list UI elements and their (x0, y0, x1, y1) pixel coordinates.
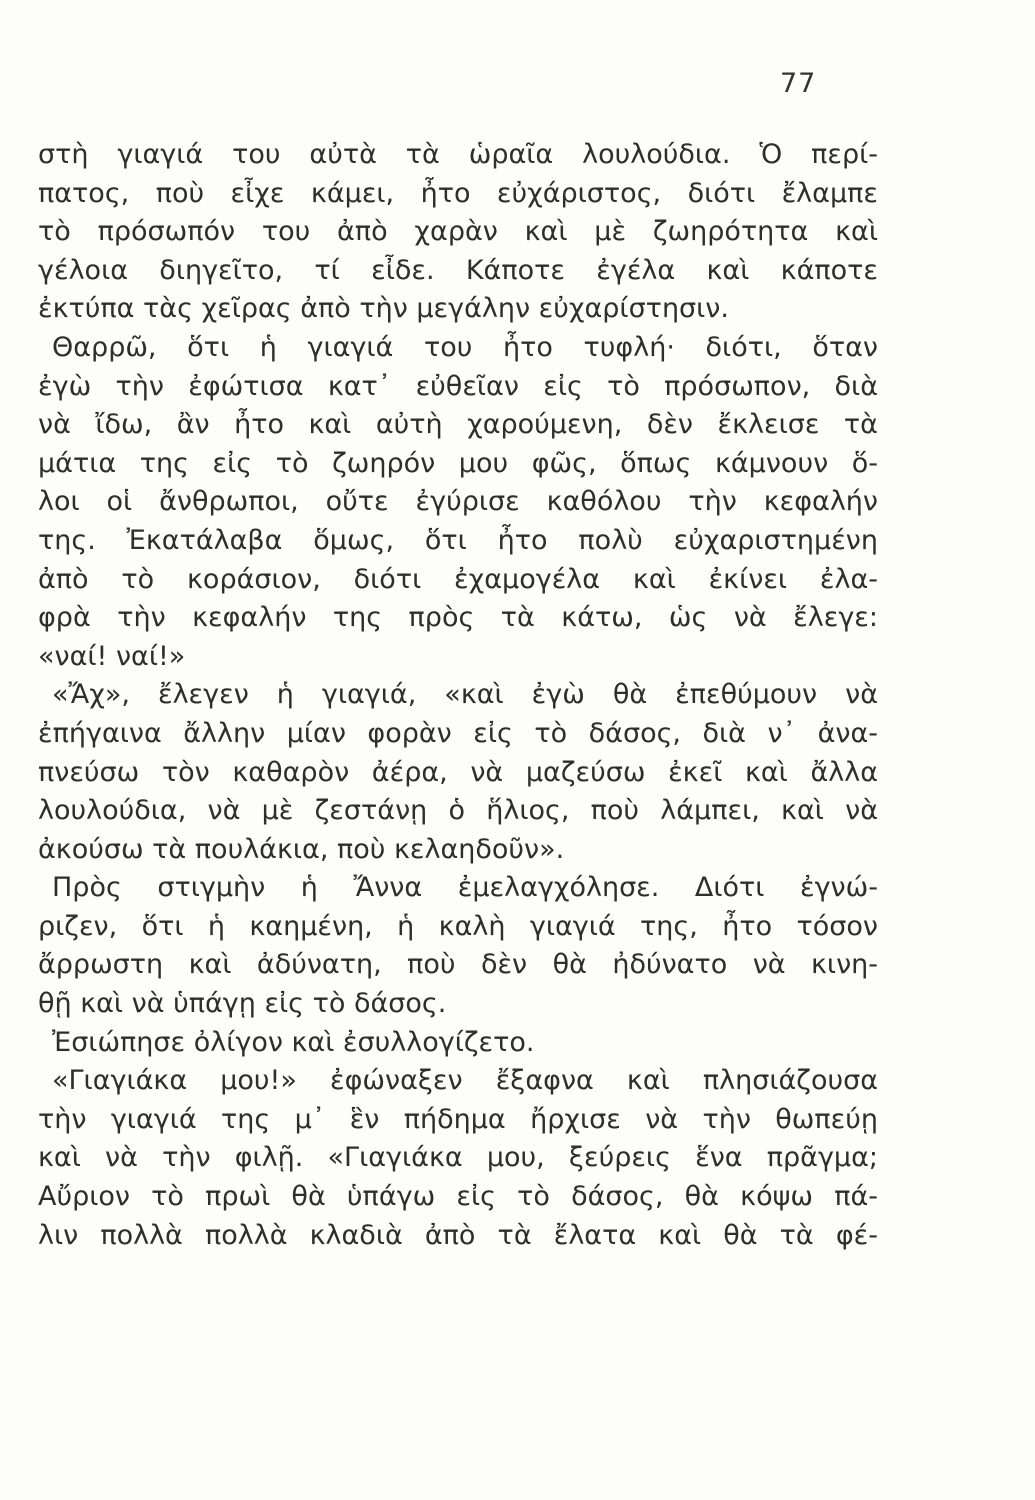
text-line: ἐπήγαινα ἄλλην μίαν φορὰν εἰς τὸ δάσος, διὰ ν᾽ ἀνα- (38, 717, 878, 749)
text-line: «ναί! ναί!» (38, 640, 186, 672)
text-line: ἄρρωστη καὶ ἀδύνατη, ποὺ δὲν θὰ ἠδύνατο νὰ κινη- (38, 949, 878, 981)
text-line: Πρὸς στιγμὴν ἡ Ἄννα ἐμελαγχόλησε. Διότι ἐγνώ- (52, 872, 878, 904)
text-line: ἀπὸ τὸ κοράσιον, διότι ἐχαμογέλα καὶ ἐκίνει ἐλα- (38, 563, 878, 595)
text-line: φρὰ τὴν κεφαλήν της πρὸς τὰ κάτω, ὡς νὰ ἔλεγε: (38, 602, 878, 634)
text-line: τὸ πρόσωπόν του ἀπὸ χαρὰν καὶ μὲ ζωηρότητα καὶ (38, 216, 878, 248)
text-line: Θαρρῶ, ὅτι ἡ γιαγιά του ἦτο τυφλή· διότι, ὅταν (52, 331, 878, 363)
text-line: πνεύσω τὸν καθαρὸν ἀέρα, νὰ μαζεύσω ἐκεῖ καὶ ἄλλα (38, 756, 878, 788)
text-line: «Ἄχ», ἔλεγεν ἡ γιαγιά, «καὶ ἐγὼ θὰ ἐπεθύμουν νὰ (52, 679, 878, 711)
text-line: της. Ἐκατάλαβα ὅμως, ὅτι ἦτο πολὺ εὐχαριστημένη (38, 524, 878, 556)
text-line: λιν πολλὰ πολλὰ κλαδιὰ ἀπὸ τὰ ἔλατα καὶ θὰ τὰ φέ- (38, 1219, 878, 1251)
text-line: καὶ νὰ τὴν φιλῇ. «Γιαγιάκα μου, ξεύρεις ἕνα πρᾶγμα; (38, 1142, 878, 1174)
text-line: λοι οἱ ἄνθρωποι, οὔτε ἐγύρισε καθόλου τὴν κεφαλήν (38, 486, 878, 518)
text-line: θῇ καὶ νὰ ὑπάγῃ εἰς τὸ δάσος. (38, 988, 447, 1020)
text-line: στὴ γιαγιά του αὐτὰ τὰ ὡραῖα λουλούδια. Ὁ περί- (38, 139, 878, 170)
text-line: λουλούδια, νὰ μὲ ζεστάνῃ ὁ ἥλιος, ποὺ λάμπει, καὶ νὰ (38, 795, 878, 827)
page-number: 77 (780, 68, 817, 99)
text-line: γέλοια διηγεῖτο, τί εἶδε. Κάποτε ἐγέλα καὶ κάποτε (38, 254, 878, 286)
text-line: «Γιαγιάκα μου!» ἐφώναξεν ἔξαφνα καὶ πλησιάζουσα (52, 1065, 878, 1097)
body-text (38, 136, 878, 1255)
text-line: Αὔριον τὸ πρωὶ θὰ ὑπάγω εἰς τὸ δάσος, θὰ κόψω πά- (38, 1181, 878, 1213)
text-line: Ἐσιώπησε ὀλίγον καὶ ἐσυλλογίζετο. (52, 1026, 535, 1058)
text-line: μάτια της εἰς τὸ ζωηρόν μου φῶς, ὅπως κάμνουν ὅ- (38, 447, 878, 479)
text-line: ἀκούσω τὰ πουλάκια, ποὺ κελαηδοῦν». (38, 833, 565, 865)
text-line: τὴν γιαγιά της μ᾽ ἓν πήδημα ἤρχισε νὰ τὴν θωπεύῃ (38, 1103, 878, 1135)
text-line: πατος, ποὺ εἶχε κάμει, ἦτο εὐχάριστος, διότι ἔλαμπε (38, 177, 878, 209)
text-line: ἐκτύπα τὰς χεῖρας ἀπὸ τὴν μεγάλην εὐχαρίστησιν. (38, 293, 729, 325)
text-line: ριζεν, ὅτι ἡ καημένη, ἡ καλὴ γιαγιά της, ἦτο τόσον (38, 910, 878, 942)
text-line: νὰ ἴδω, ἂν ἦτο καὶ αὐτὴ χαρούμενη, δὲν ἔκλεισε τὰ (38, 409, 878, 441)
text-line: ἐγὼ τὴν ἐφώτισα κατ᾽ εὐθεῖαν εἰς τὸ πρόσωπον, διὰ (38, 370, 878, 402)
